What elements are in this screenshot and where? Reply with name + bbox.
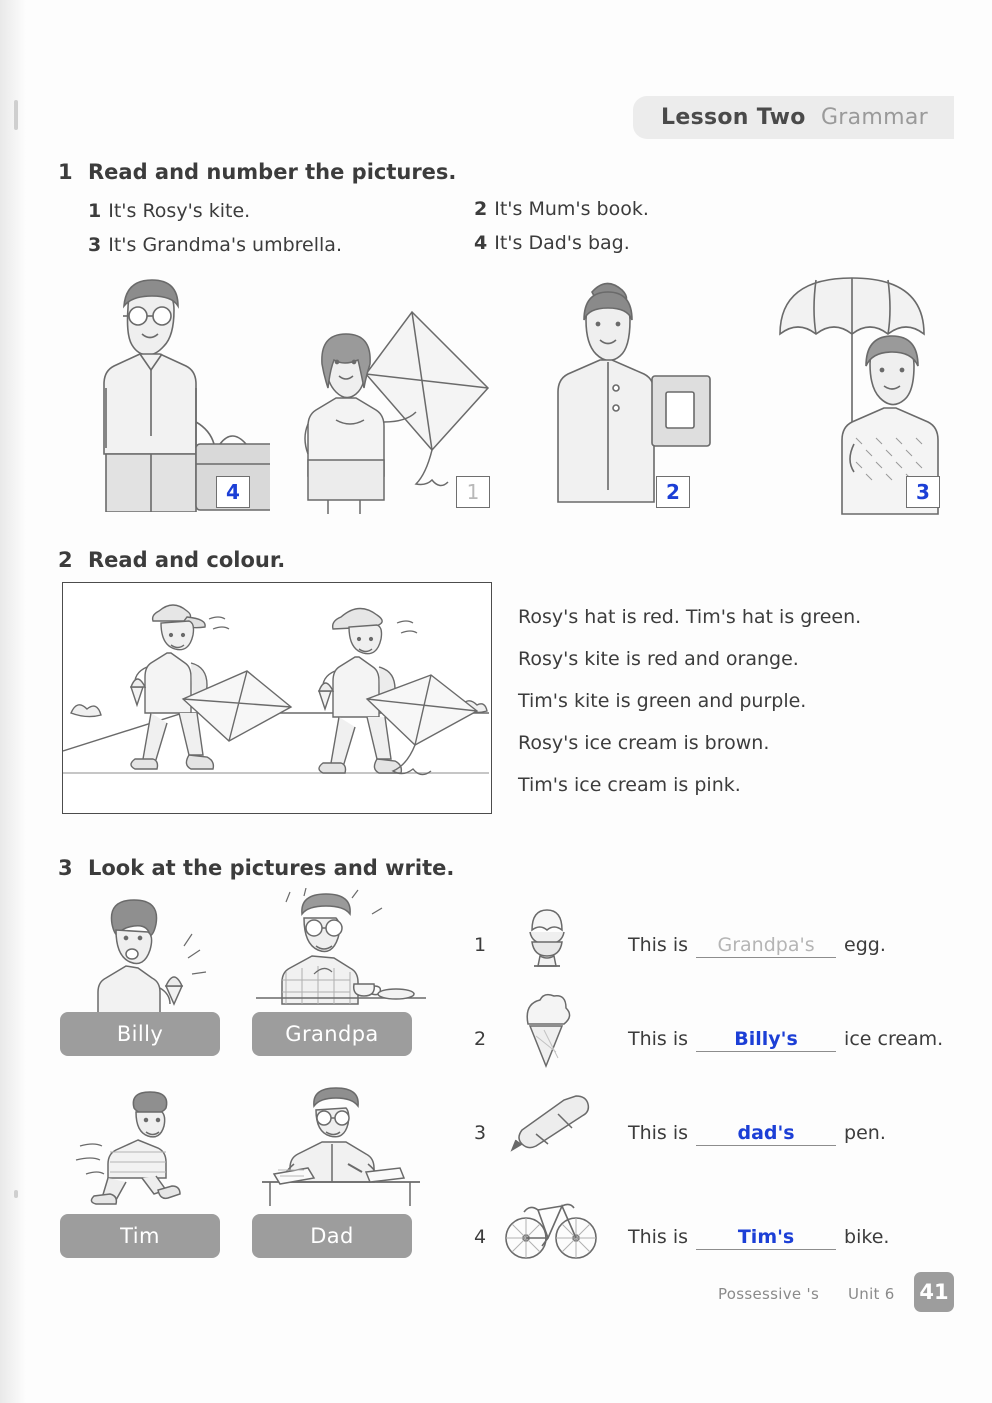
colour-instruction-line: Rosy's ice cream is brown.	[518, 732, 770, 754]
exercise-2-number: 2	[58, 548, 73, 572]
answer-box-1[interactable]: 4	[216, 476, 250, 508]
picture-ice-cream	[512, 990, 582, 1070]
exercise-3-title: Look at the pictures and write.	[88, 856, 455, 880]
exercise-1-sentence	[88, 234, 342, 256]
sentence-prefix: This is	[628, 934, 689, 956]
sentence-text: It's Dad's bag.	[494, 232, 630, 254]
colour-instruction-line: Rosy's hat is red. Tim's hat is green.	[518, 606, 862, 628]
sentence-number: 1	[88, 200, 102, 222]
name-plate-billy: Billy	[60, 1012, 220, 1056]
lesson-section: Grammar	[820, 105, 928, 130]
exercise-1-title: Read and number the pictures.	[88, 160, 457, 184]
colouring-picture-frame	[62, 582, 492, 814]
name-plate-tim: Tim	[60, 1214, 220, 1258]
answer-box-2[interactable]: 1	[456, 476, 490, 508]
answer-sentence-4	[628, 1226, 889, 1250]
lesson-title: Lesson Two	[661, 105, 806, 130]
name-plate-dad: Dad	[252, 1214, 412, 1258]
picture-rosy-tim-kites	[63, 583, 489, 811]
sentence-number: 2	[474, 198, 488, 220]
answer-box-3[interactable]: 2	[656, 476, 690, 508]
answer-box-4[interactable]: 3	[906, 476, 940, 508]
picture-tim	[72, 1090, 222, 1208]
scan-edge	[0, 0, 26, 1403]
sentence-number: 4	[474, 232, 488, 254]
answer-blank-3[interactable]: dad's	[696, 1122, 836, 1146]
sentence-suffix: egg.	[844, 934, 886, 956]
picture-billy	[72, 896, 222, 1016]
answer-row-number: 4	[474, 1226, 487, 1248]
answer-row-number: 1	[474, 934, 487, 956]
sentence-text: It's Grandma's umbrella.	[108, 234, 342, 256]
exercise-3-heading	[58, 856, 454, 880]
page-number: 41	[914, 1272, 954, 1312]
sentence-suffix: bike.	[844, 1226, 890, 1248]
colour-instruction-line: Rosy's kite is red and orange.	[518, 648, 799, 670]
answer-blank-4[interactable]: Tim's	[696, 1226, 836, 1250]
exercise-1-sentence	[474, 232, 630, 254]
exercise-3-number: 3	[58, 856, 73, 880]
sentence-suffix: pen.	[844, 1122, 886, 1144]
sentence-suffix: ice cream.	[844, 1028, 944, 1050]
picture-pen	[506, 1092, 596, 1154]
exercise-2-heading	[58, 548, 285, 572]
answer-blank-1[interactable]: Grandpa's	[696, 934, 836, 958]
exercise-1-number: 1	[58, 160, 73, 184]
answer-row-number: 2	[474, 1028, 487, 1050]
sentence-prefix: This is	[628, 1226, 689, 1248]
picture-egg-in-cup	[512, 904, 582, 970]
sentence-prefix: This is	[628, 1028, 689, 1050]
name-plate-grandpa: Grandpa	[252, 1012, 412, 1056]
exercise-1-sentence	[88, 200, 250, 222]
colour-instruction-line: Tim's ice cream is pink.	[518, 774, 741, 796]
exercise-2-title: Read and colour.	[88, 548, 286, 572]
exercise-1-sentence	[474, 198, 649, 220]
answer-sentence-2	[628, 1028, 943, 1052]
sentence-text: It's Rosy's kite.	[108, 200, 251, 222]
answer-row-number: 3	[474, 1122, 487, 1144]
picture-dad	[256, 1086, 426, 1208]
exercise-1-heading	[58, 160, 456, 184]
sentence-text: It's Mum's book.	[494, 198, 649, 220]
scan-artifact	[14, 100, 18, 130]
picture-mum-with-book	[530, 272, 730, 512]
picture-bike	[504, 1188, 600, 1262]
lesson-header	[633, 96, 954, 139]
answer-sentence-1	[628, 934, 886, 958]
answer-sentence-3	[628, 1122, 886, 1146]
footer-unit: Unit 6	[848, 1285, 895, 1303]
sentence-number: 3	[88, 234, 102, 256]
sentence-prefix: This is	[628, 1122, 689, 1144]
footer-topic: Possessive 's	[718, 1285, 820, 1303]
colour-instruction-line: Tim's kite is green and purple.	[518, 690, 807, 712]
picture-grandpa	[256, 888, 426, 1016]
answer-blank-2[interactable]: Billy's	[696, 1028, 836, 1052]
scan-artifact	[14, 1190, 18, 1198]
